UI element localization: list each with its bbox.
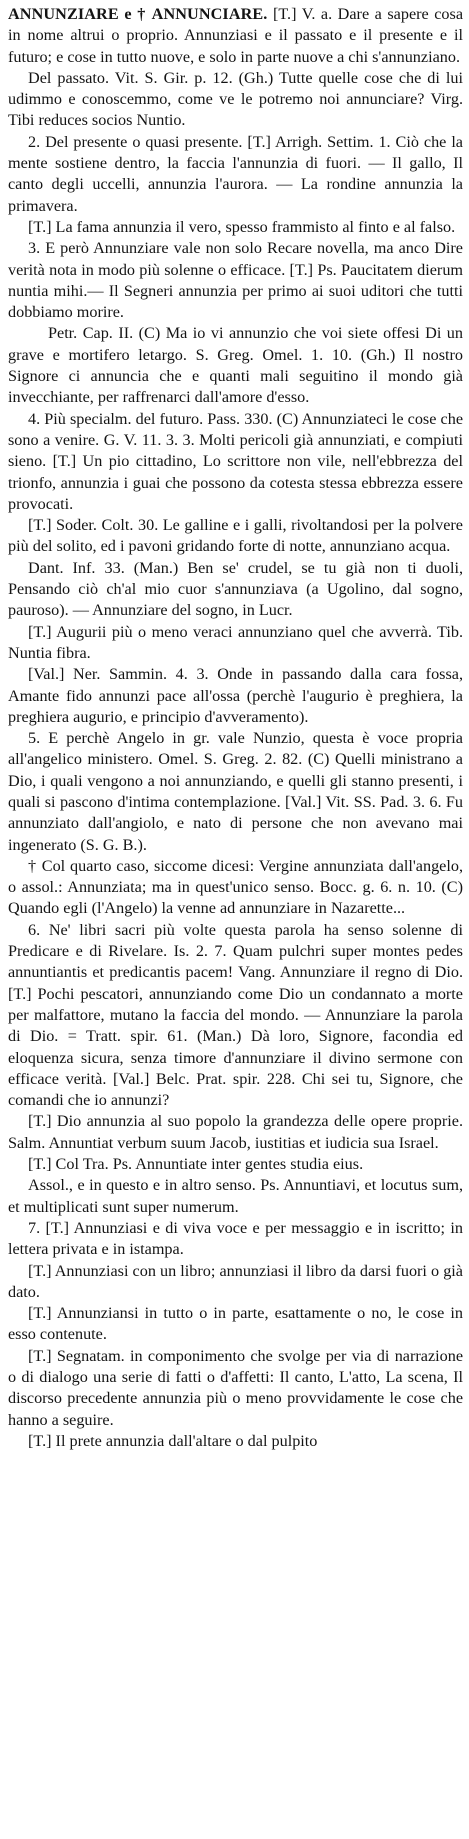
entry-paragraph: Petr. Cap. II. (C) Ma io vi annunzio che voi siete offesi Di un grave e mortifero letargo. S. Greg. Omel. 1. 10. (Gh.) Il nostro Signore ci annuncia che e quanti mali seguitino il mondo già invecchiante, per raffrenarci dall'amore d'esso. [8,324,463,407]
dictionary-entry [8,4,463,1452]
entry-paragraph: [T.] Annunziansi in tutto o in parte, esattamente o no, le cose in esso contenute. [8,1304,463,1344]
entry-paragraph: † Col quarto caso, siccome dicesi: Vergine annunziata dall'angelo, o assol.: Annunziata; ma in quest'unico senso. Bocc. g. 6. n. 10. (C) Quando egli (l'Angelo) la venne ad annunziare in Nazarette... [8,856,463,918]
entry-headword: ANNUNZIARE e † ANNUNCIARE. [8,5,268,23]
entry-paragraph: [T.] Dio annunzia al suo popolo la grandezza delle opere proprie. Salm. Annuntiat verbum suum Jacob, iustitias et iudicia sua Israel. [8,1112,463,1152]
entry-paragraph: Del passato. Vit. S. Gir. p. 12. (Gh.) Tutte quelle cose che di lui udimmo e conoscemmo, come ve le potremo noi annunciare? Virg. Tibi reduces socios Nuntio. [8,68,463,130]
entry-paragraph: [T.] Annunziasi con un libro; annunziasi il libro da darsi fuori o già dato. [8,1261,463,1301]
entry-paragraph: 4. Più specialm. del futuro. Pass. 330. (C) Annunziateci le cose che sono a venire. G. V. 11. 3. 3. Molti pericoli già annunziati, e compiuti sieno. [T.] Un pio cittadino, Lo scrittore non vile, nell'ebbrezza del trionfo, annunzia i guai che possono da cotesta stessa ebbrezza essere provocati. [8,409,463,513]
entry-paragraph: 5. E perchè Angelo in gr. vale Nunzio, questa è voce propria all'angelico ministero. Omel. S. Greg. 2. 82. (C) Quelli ministrano a Dio, i quali vengono a noi annunziando, e quelli gli stanno presenti, i quali si pascono d'intima contemplazione. [Val.] Vit. SS. Pad. 3. 6. Fu annunziato dall'angiolo, e nato di persone che non avevano mai ingenerato (S. G. B.). [8,729,463,854]
entry-paragraph: [T.] Segnatam. in componimento che svolge per via di narrazione o di dialogo una serie di fatti o d'affetti: Il canto, L'atto, La scena, Il discorso precedente annunzia più o meno provvidamente le cose che hanno a seguire. [8,1346,463,1429]
entry-paragraph: [T.] Augurii più o meno veraci annunziano quel che avverrà. Tib. Nuntia fibra. [8,622,463,662]
entry-paragraph: 7. [T.] Annunziasi e di viva voce e per messaggio e in iscritto; in lettera privata e in istampa. [8,1218,463,1259]
entry-paragraph: Assol., e in questo e in altro senso. Ps. Annuntiavi, et locutus sum, et multiplicati sunt super numerum. [8,1176,463,1216]
entry-paragraph: 2. Del presente o quasi presente. [T.] Arrigh. Settim. 1. Ciò che la mente sostiene dentro, la faccia l'annunzia di fuori. — Il gallo, Il canto degli uccelli, annunzia l'aurora. — La rondine annunzia la primavera. [8,132,463,215]
entry-paragraph: [T.] Col Tra. Ps. Annuntiate inter gentes studia eius. [28,1155,364,1174]
entry-paragraph: [T.] Il prete annunzia dall'altare o dal pulpito [28,1431,318,1450]
entry-paragraph: [T.] Soder. Colt. 30. Le galline e i galli, rivoltandosi per la polvere più del solito, ed i pavoni gridando forte di notte, annunziano acqua. [8,516,463,556]
entry-paragraph: [Val.] Ner. Sammin. 4. 3. Onde in passando dalla cara fossa, Amante fido annunzi pace all'ossa (perchè l'augurio è preghiera, la preghiera augurio, e principio d'avveramento). [8,665,463,726]
entry-opening [8,4,463,68]
entry-paragraph: 6. Ne' libri sacri più volte questa parola ha senso solenne di Predicare e di Rivelare. Is. 2. 7. Quam pulchri super montes pedes annuntiantis et predicantis pacem! Vang. Annunziare il regno di Dio. [T.] Pochi pescatori, annunziando come Dio un condannato a morte per malfattore, mutano la faccia del mondo. — Annunziare la parola di Dio. = Tratt. spir. 61. (Man.) Dà loro, Signore, facondia ed eloquenza sicura, senza timore d'annunziare il divino sermone con efficace verità. [Val.] Belc. Prat. spir. 228. Chi sei tu, Signore, che comandi che io annunzi? [8,920,463,1110]
entry-paragraph: Dant. Inf. 33. (Man.) Ben se' crudel, se tu già non ti duoli, Pensando ciò ch'al mio cuor s'annunziava (a Ugolino, dal sogno, pauroso). — Annunziare del sogno, in Lucr. [8,558,463,620]
entry-definition: [T.] V. a. Dare a sapere cosa in nome altrui o proprio. Annunziasi e il passato e il presente e il futuro; e cose in tutto nuove, e solo in parte nuove a chi s'annunziano. [8,5,464,66]
entry-paragraph: 3. E però Annunziare vale non solo Recare novella, ma anco Dire verità nota in modo più solenne o efficace. [T.] Ps. Paucitatem dierum nuntia mihi.— Il Segneri annunzia per primo ai suoi uditori che tutti dobbiamo morire. [8,239,463,322]
entry-paragraph: [T.] La fama annunzia il vero, spesso frammisto al finto e al falso. [28,217,456,236]
